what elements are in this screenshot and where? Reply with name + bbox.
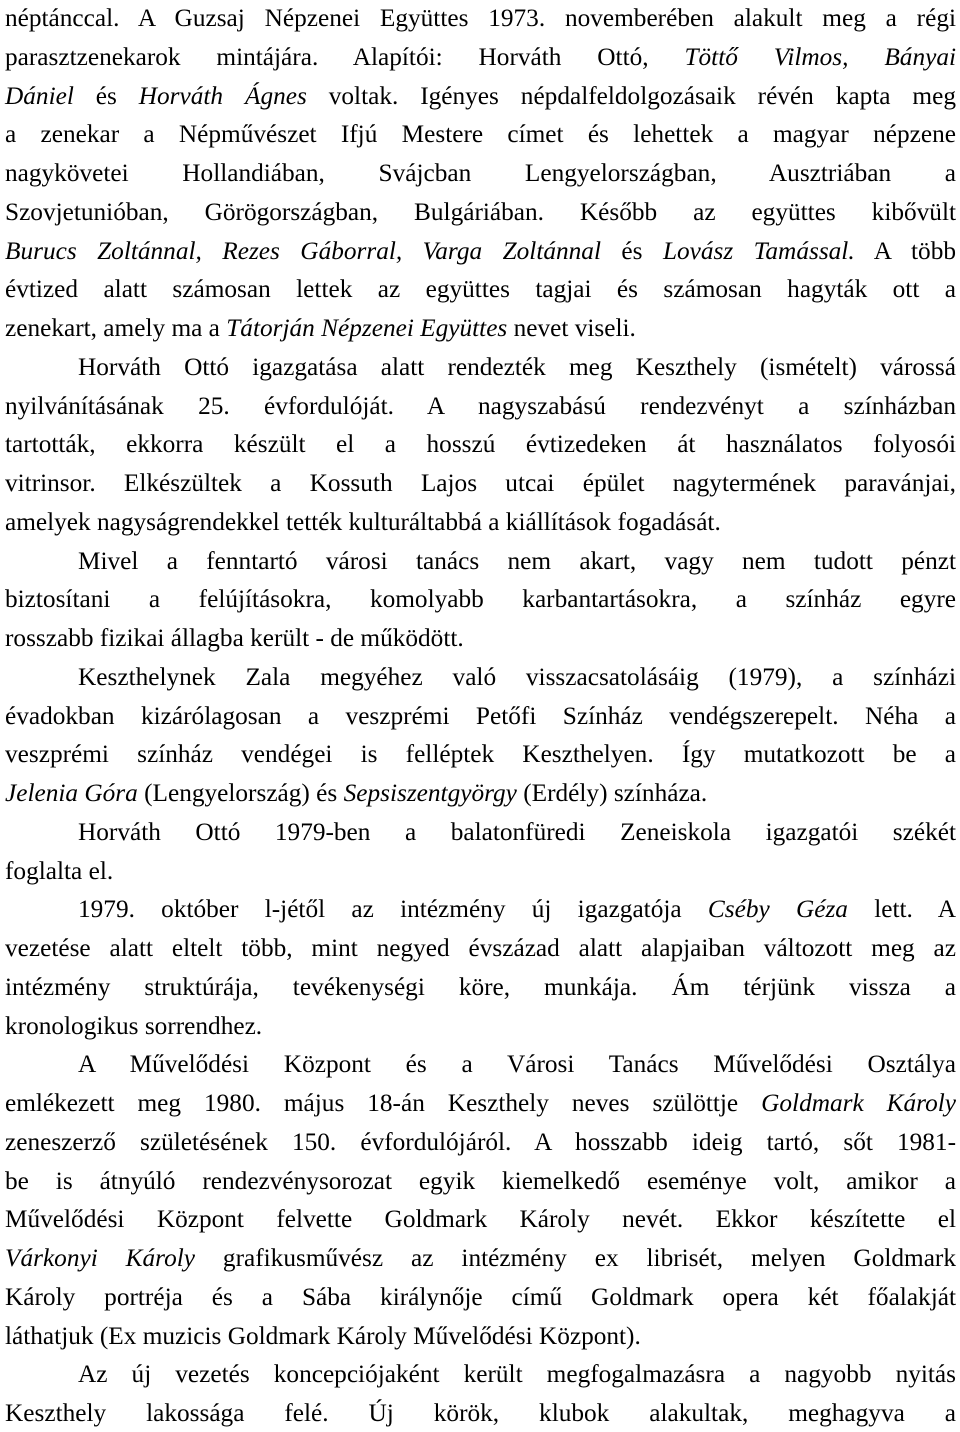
- text-line: [5, 39, 956, 75]
- text-line: [5, 426, 956, 462]
- italic-text-run: Töttő Vilmos, Bányai: [684, 42, 956, 71]
- text-line: [5, 155, 956, 191]
- text-run: és: [600, 236, 663, 265]
- text-run: zenekart, amely ma a: [5, 314, 227, 342]
- text-line: [78, 1356, 956, 1392]
- text-run: Művelődési Központ felvette Goldmark Károly nevét. Ekkor készítette el: [5, 1205, 956, 1234]
- text-run: zeneszerző születésének 150. évfordulójáról. A hosszabb ideig tartó, sőt 1981-: [5, 1127, 956, 1156]
- text-line: [78, 1046, 956, 1082]
- text-line: [78, 814, 956, 850]
- text-run: Horváth Ottó igazgatása alatt rendezték meg Keszthely (ismételt) várossá: [78, 352, 956, 381]
- text-run: nagykövetei Hollandiában, Svájcban Lengyelországban, Ausztriában a: [5, 159, 956, 187]
- italic-text-run: Goldmark Károly: [761, 1089, 956, 1117]
- text-line: [5, 78, 956, 114]
- text-run: (Erdély) színháza.: [516, 779, 708, 807]
- italic-text-run: Várkonyi Károly: [5, 1244, 195, 1272]
- text-line: [5, 1124, 956, 1160]
- italic-text-run: Jelenia Góra: [5, 779, 138, 807]
- text-line: [78, 543, 956, 579]
- text-line: [5, 310, 956, 346]
- text-run: Szovjetunióban, Görögországban, Bulgáriában. Később az együttes kibővült: [5, 197, 956, 226]
- text-run: rosszabb fizikai állagba került - de működött.: [5, 624, 464, 652]
- text-line: [78, 659, 956, 695]
- text-run: veszprémi színház vendégei is felléptek Keszthelyen. Így mutatkozott be a: [5, 740, 956, 769]
- text-run: vitrinsor. Elkészültek a Kossuth Lajos utcai épület nagytermének paravánjai,: [5, 469, 956, 497]
- text-line: [5, 1008, 956, 1044]
- italic-text-run: Horváth Ágnes: [138, 81, 307, 110]
- italic-text-run: Dániel: [5, 81, 74, 110]
- text-run: Keszthelynek Zala megyéhez való visszacsatolásáig (1979), a színházi: [78, 662, 956, 691]
- text-line: [5, 271, 956, 307]
- text-run: vezetése alatt eltelt több, mint negyed évszázad alatt alapjaiban változott meg az: [5, 934, 956, 962]
- text-run: nyilvánításának 25. évfordulóját. A nagyszabású rendezvényt a színházban: [5, 391, 956, 420]
- text-line: [5, 504, 956, 540]
- text-line: [5, 1279, 956, 1315]
- text-run: kronologikus sorrendhez.: [5, 1011, 263, 1040]
- text-line: [5, 930, 956, 966]
- text-run: parasztzenekarok mintájára. Alapítói: Horváth Ottó,: [5, 42, 685, 71]
- text-line: [5, 388, 956, 424]
- italic-text-run: Cséby Géza: [707, 895, 848, 924]
- text-run: A több: [854, 236, 956, 265]
- text-run: 1979. október l-jétől az intézmény új igazgatója: [78, 895, 708, 924]
- text-run: tartották, ekkorra készült el a hosszú évtizedeken át használatos folyosói: [5, 430, 956, 459]
- text-line: [5, 736, 956, 772]
- text-run: és: [73, 81, 139, 110]
- text-line: [5, 1240, 956, 1276]
- text-line: [5, 581, 956, 617]
- text-run: a zenekar a Népművészet Ifjú Mestere címet és lehettek a magyar népzene: [5, 120, 956, 149]
- italic-text-run: Tátorján Népzenei Együttes: [226, 314, 508, 342]
- italic-text-run: Sepsiszentgyörgy: [343, 779, 517, 807]
- text-run: Károly portréja és a Sába királynője című Goldmark opera két főalakját: [5, 1282, 956, 1311]
- text-line: [5, 1395, 956, 1431]
- text-run: voltak. Igényes népdalfeldolgozásaik révén kapta meg: [306, 81, 956, 110]
- text-run: biztosítani a felújításokra, komolyabb karbantartásokra, a színház egyre: [5, 585, 956, 614]
- text-run: évtized alatt számosan lettek az együttes tagjai és számosan hagyták ott a: [5, 275, 956, 304]
- text-run: foglalta el.: [5, 856, 114, 885]
- text-line: [5, 698, 956, 734]
- text-run: emlékezett meg 1980. május 18-án Keszthely neves szülöttje: [5, 1089, 762, 1117]
- text-run: Az új vezetés koncepciójaként került megfogalmazásra a nagyobb nyitás: [78, 1360, 956, 1389]
- text-run: láthatjuk (Ex muzicis Goldmark Károly Művelődési Központ).: [5, 1321, 641, 1350]
- text-line: [5, 1163, 956, 1199]
- text-run: intézmény struktúrája, tevékenységi köre, munkája. Ám térjünk vissza a: [5, 972, 956, 1001]
- italic-text-run: Lovász Tamással.: [662, 236, 855, 265]
- text-run: lett. A: [847, 895, 956, 924]
- text-line: [5, 1085, 956, 1121]
- text-run: (Lengyelország) és: [137, 779, 344, 807]
- text-line: [78, 891, 956, 927]
- text-run: grafikusművész az intézmény ex librisét, melyen Goldmark: [195, 1244, 956, 1272]
- text-line: [5, 775, 956, 811]
- text-run: néptánccal. A Guzsaj Népzenei Együttes 1973. novemberében alakult meg a régi: [5, 4, 956, 32]
- text-line: [78, 349, 956, 385]
- text-line: [5, 853, 956, 889]
- text-line: [5, 465, 956, 501]
- text-line: [5, 620, 956, 656]
- text-run: Horváth Ottó 1979-ben a balatonfüredi Zeneiskola igazgatói székét: [78, 817, 956, 846]
- text-line: [5, 116, 956, 152]
- text-line: [5, 194, 956, 230]
- text-run: Keszthely lakossága felé. Új körök, klubok alakultak, meghagyva a: [5, 1399, 956, 1427]
- text-line: [5, 1318, 956, 1354]
- italic-text-run: Burucs Zoltánnal, Rezes Gáborral, Varga Zoltánnal: [5, 236, 601, 265]
- text-run: évadokban kizárólagosan a veszprémi Petőfi Színház vendégszerepelt. Néha a: [5, 701, 956, 730]
- text-run: Mivel a fenntartó városi tanács nem akart, vagy nem tudott pénzt: [78, 546, 956, 575]
- text-line: [5, 233, 956, 269]
- text-line: [5, 1201, 956, 1237]
- text-run: be is átnyúló rendezvénysorozat egyik kiemelkedő eseménye volt, amikor a: [5, 1166, 956, 1195]
- text-line: [5, 0, 956, 36]
- text-run: nevet viseli.: [507, 314, 636, 342]
- text-run: amelyek nagyságrendekkel tették kulturáltabbá a kiállítások fogadását.: [5, 507, 721, 536]
- text-run: A Művelődési Központ és a Városi Tanács Művelődési Osztálya: [78, 1050, 956, 1079]
- text-line: [5, 969, 956, 1005]
